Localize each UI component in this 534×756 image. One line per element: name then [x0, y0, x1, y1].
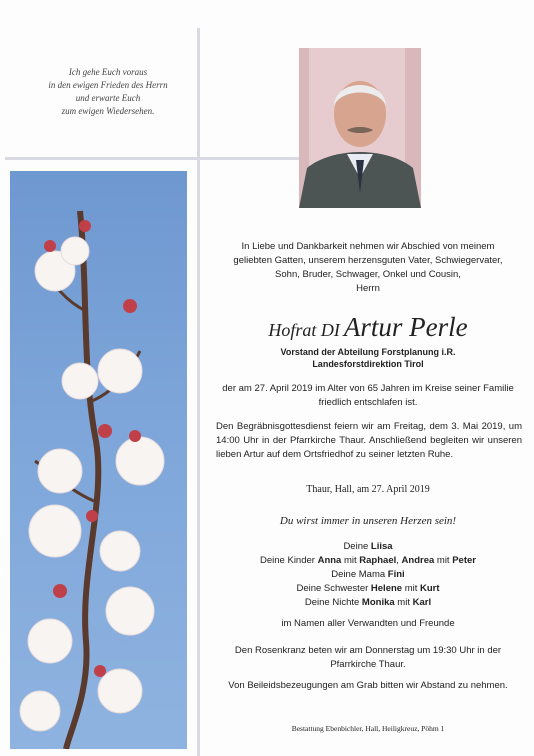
portrait-illustration	[299, 48, 421, 208]
role-text	[212, 346, 524, 370]
family-text: Deine Mama	[331, 569, 388, 580]
family-text: mit	[341, 555, 360, 566]
death-notice: der am 27. April 2019 im Alter von 65 Jahren im Kreise seiner Familie friedlich entschlafen ist.	[222, 383, 514, 408]
family-text: ,	[396, 555, 402, 566]
motto: Du wirst immer in unseren Herzen sein!	[279, 515, 457, 527]
cross-horizontal-line	[5, 157, 305, 160]
role-line: Landesforstdirektion Tirol	[312, 359, 424, 369]
family-text: mit	[402, 583, 421, 594]
family-member: Anna	[317, 555, 342, 566]
intro-line: Sohn, Bruder, Schwager, Onkel und Cousin,	[275, 269, 461, 280]
family-member: Kurt	[420, 583, 440, 594]
family-member: Peter	[452, 555, 476, 566]
family-member: Fini	[387, 569, 405, 580]
family-line	[212, 540, 524, 554]
family-text: mit	[434, 555, 453, 566]
blossom-image	[10, 171, 187, 749]
name-title: Hofrat DI	[268, 320, 340, 340]
family-text: Deine Kinder	[260, 555, 318, 566]
family-line	[212, 568, 524, 582]
rosary-line: Pfarrkirche Thaur.	[330, 659, 406, 670]
undertaker-info	[212, 724, 524, 733]
quote-line: Ich gehe Euch voraus	[68, 67, 148, 77]
deceased-name	[212, 312, 524, 343]
undertaker-name: Bestattung Ebenbichler	[291, 724, 362, 733]
family-member: Karl	[412, 597, 432, 608]
family-line	[212, 554, 524, 568]
family-member: Monika	[361, 597, 395, 608]
name-full: Artur Perle	[343, 312, 468, 342]
funeral-notice: Den Begräbnisgottesdienst feiern wir am Freitag, dem 3. Mai 2019, um 14:00 Uhr in der Pfarrkirche Thaur. Anschließend begleiten wir unseren lieben Artur auf dem Ortsfriedhof zu seiner letzten Ruhe.	[216, 421, 522, 460]
blossom-branch-illustration	[10, 171, 187, 749]
family-member: Helene	[370, 583, 403, 594]
role-line: Vorstand der Abteilung Forstplanung i.R.	[280, 347, 456, 357]
portrait-photo	[299, 48, 421, 208]
rosary-line: Den Rosenkranz beten wir am Donnerstag um 19:30 Uhr in der	[234, 645, 502, 656]
farewell-quote	[28, 66, 188, 118]
family-text: Deine	[343, 541, 371, 552]
undertaker-address: , Hall, Heiligkreuz, Pöhm 1	[361, 724, 445, 733]
intro-text	[212, 240, 524, 296]
intro-line: geliebten Gatten, unserem herzensguten Vater, Schwiegervater,	[233, 255, 503, 266]
quote-line: in den ewigen Frieden des Herrn	[48, 80, 168, 90]
quote-line: und erwarte Euch	[75, 93, 141, 103]
family-member: Liisa	[370, 541, 393, 552]
family-line	[212, 582, 524, 596]
intro-line: In Liebe und Dankbarkeit nehmen wir Abschied von meinem	[241, 241, 495, 252]
family-member: Andrea	[401, 555, 435, 566]
place-date: Thaur, Hall, am 27. April 2019	[306, 484, 430, 495]
intro-line: Herrn	[356, 283, 380, 294]
condolence-note: Von Beileidsbezeugungen am Grab bitten wir Abstand zu nehmen.	[228, 680, 508, 691]
relatives-note: im Namen aller Verwandten und Freunde	[281, 618, 455, 629]
family-text: Deine Schwester	[296, 583, 371, 594]
rosary-notice	[212, 644, 524, 672]
family-member: Raphael	[359, 555, 397, 566]
family-line	[212, 596, 524, 610]
cross-vertical-line	[197, 28, 200, 756]
family-text: mit	[394, 597, 413, 608]
quote-line: zum ewigen Wiedersehen.	[61, 106, 155, 116]
family-list	[212, 540, 524, 610]
family-text: Deine Nichte	[304, 597, 362, 608]
